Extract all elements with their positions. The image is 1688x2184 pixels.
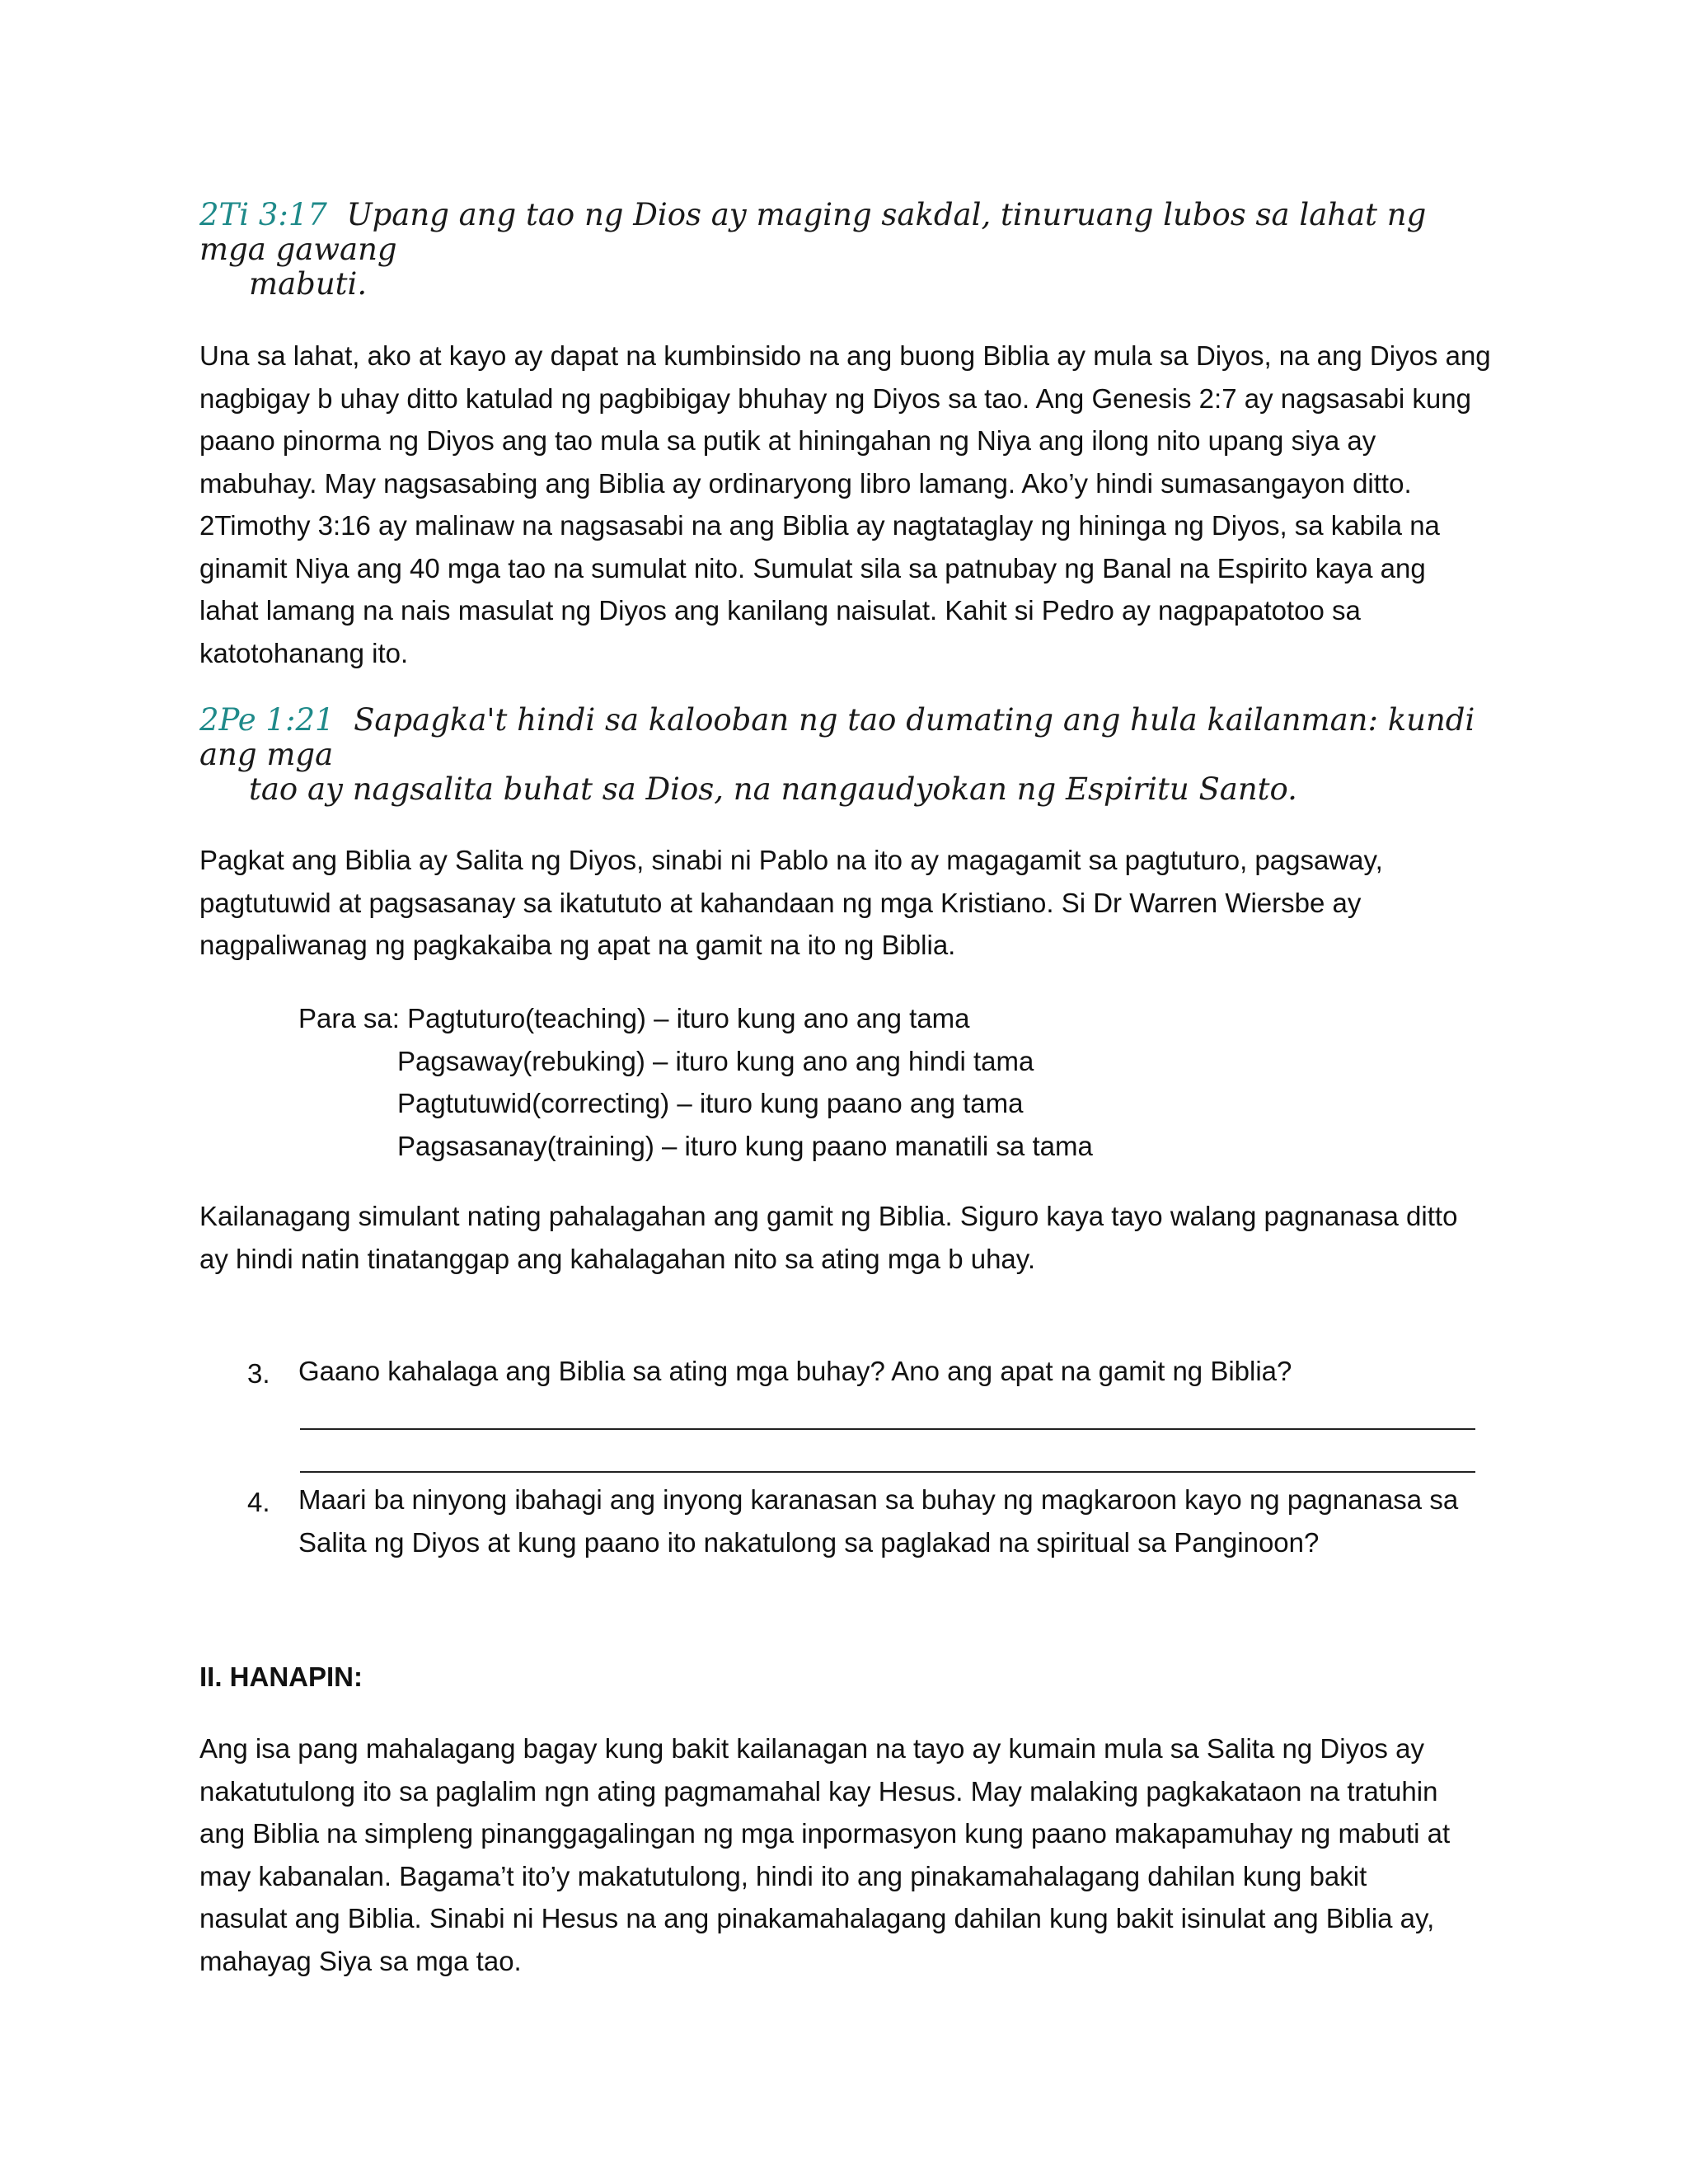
paragraph-line: nagbigay b uhay ditto katulad ng pagbibigay bhuhay ng Diyos sa tao. Ang Genesis 2:7 ay nagsasabi kung (199, 382, 1471, 414)
uses-item: Pagsasanay(training) – ituro kung paano manatili sa tama (397, 1130, 1093, 1161)
answer-line[interactable] (300, 1471, 1475, 1473)
question-line: Maari ba ninyong ibahagi ang inyong karanasan sa buhay ng magkaroon kayo ng pagnanasa sa (298, 1484, 1459, 1515)
section-heading: II. HANAPIN: (199, 1661, 363, 1692)
uses-item: Pagtutuwid(correcting) – ituro kung paano ang tama (397, 1088, 1024, 1118)
question-number: 3. (247, 1358, 270, 1389)
paragraph-line: nakatutulong ito sa paglalim ngn ating pagmamahal kay Hesus. May malaking pagkakataon na tratuhin (199, 1775, 1438, 1807)
paragraph-line: lahat lamang na nais masulat ng Diyos ang kanilang naisulat. Kahit si Pedro ay nagpapatotoo sa (199, 595, 1361, 626)
bible-uses-list (298, 997, 1093, 1167)
verse-text-line: Sapagka't hindi sa kalooban ng tao dumating ang hula kailanman: kundi ang mga (199, 702, 1475, 772)
paragraph-line: ginamit Niya ang 40 mga tao na sumulat nito. Sumulat sila sa patnubay ng Banal na Espirito kaya ang (199, 552, 1426, 583)
paragraph-line: mabuhay. May nagsasabing ang Biblia ay ordinaryong libro lamang. Ako’y hindi sumasangayon ditto. (199, 467, 1412, 499)
paragraph-line: nasulat ang Biblia. Sinabi ni Hesus na ang pinakamahalagang dahilan kung bakit isinulat ang Biblia ay, (199, 1903, 1435, 1933)
answer-line[interactable] (300, 1428, 1475, 1430)
verse-reference[interactable]: 2Pe 1:21 (199, 702, 335, 738)
verse-text-line: mabuti. (249, 266, 368, 302)
verse-2ti-3-17 (199, 198, 1502, 302)
paragraph-line: nagpaliwanag ng pagkakaiba ng apat na gamit na ito ng Biblia. (199, 930, 956, 960)
paragraph-line: mahayag Siya sa mga tao. (199, 1945, 522, 1976)
question-line: Salita ng Diyos at kung paano ito nakatulong sa paglakad na spiritual sa Panginoon? (298, 1526, 1320, 1558)
paragraph-line: Kailanagang simulant nating pahalagahan ang gamit ng Biblia. Siguro kaya tayo walang pagnanasa ditto (199, 1201, 1458, 1231)
paragraph-line: pagtutuwid at pagsasanay sa ikatututo at kahandaan ng mga Kristiano. Si Dr Warren Wiersbe ay (199, 887, 1362, 918)
paragraph-hanapin (199, 1727, 1502, 1982)
paragraph-line: ang Biblia na simpleng pinanggagalingan ng mga inpormasyon kung paano makapamuhay ng mabuti at (199, 1818, 1451, 1849)
uses-intro: Para sa: Pagtuturo(teaching) – ituro kung ano ang tama (298, 1003, 970, 1033)
verse-text-line: Upang ang tao ng Dios ay maging sakdal, tinuruang lubos sa lahat ng mga gawang (199, 197, 1427, 267)
paragraph-line: Pagkat ang Biblia ay Salita ng Diyos, sinabi ni Pablo na ito ay magagamit sa pagtuturo, pagsaway, (199, 845, 1383, 875)
uses-item: Pagsaway(rebuking) – ituro kung ano ang hindi tama (397, 1045, 1034, 1076)
paragraph-pablo (199, 839, 1502, 967)
paragraph-line: katotohanang ito. (199, 637, 409, 668)
verse-reference[interactable]: 2Ti 3:17 (199, 197, 327, 232)
question-number: 4. (247, 1487, 270, 1517)
verse-2pe-1-21 (199, 703, 1502, 807)
question-line: Gaano kahalaga ang Biblia sa ating mga buhay? Ano ang apat na gamit ng Biblia? (298, 1356, 1292, 1386)
paragraph-line: paano pinorma ng Diyos ang tao mula sa putik at hiningahan ng Niya ang ilong nito upang siya ay (199, 425, 1376, 456)
paragraph-line: ay hindi natin tinatanggap ang kahalagahan nito sa ating mga b uhay. (199, 1243, 1035, 1274)
paragraph-intro (199, 335, 1502, 674)
paragraph-line: 2Timothy 3:16 ay malinaw na nagsasabi na ang Biblia ay nagtataglay ng hininga ng Diyos, sa kabila na (199, 510, 1440, 541)
question-3-text (298, 1350, 1518, 1393)
question-4-text (298, 1479, 1518, 1563)
paragraph-kailanagan (199, 1195, 1502, 1280)
paragraph-line: Una sa lahat, ako at kayo ay dapat na kumbinsido na ang buong Biblia ay mula sa Diyos, na ang Diyos ang (199, 340, 1491, 371)
verse-text-line: tao ay nagsalita buhat sa Dios, na nangaudyokan ng Espiritu Santo. (249, 771, 1297, 807)
paragraph-line: may kabanalan. Bagama’t ito’y makatutulong, hindi ito ang pinakamahalagang dahilan kung bakit (199, 1860, 1367, 1891)
paragraph-line: Ang isa pang mahalagang bagay kung bakit kailanagan na tayo ay kumain mula sa Salita ng Diyos ay (199, 1733, 1424, 1764)
